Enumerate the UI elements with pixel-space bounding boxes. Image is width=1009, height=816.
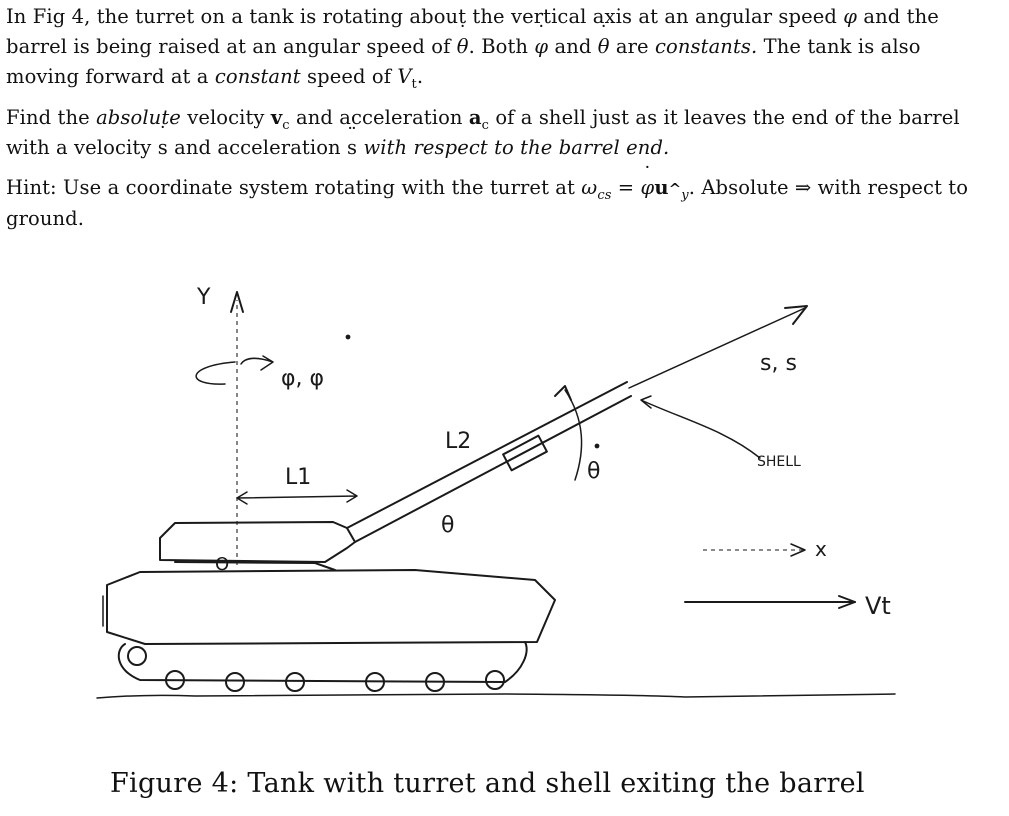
omega-symbol: ω: [581, 176, 598, 199]
problem-paragraph-2: Find the absolute velocity $v_c$ and acceleration $a_c$ of a shell just as it leaves the end of the barrel with a velocity s ˙ and acceleration s ¨ with respect to the barrel end.: [6, 103, 976, 163]
problem-paragraph-1: In Fig 4, the turret on a tank is rotating about the vertical axis at an angular speed φ ˙ and the barrel is being raised at an angular speed of θ ˙. Both φ ˙ and θ ˙ are constants. The tank is also moving forward at a constant speed of $V_t$.: [6, 2, 976, 92]
figure-caption: Figure 4: Tank with turret and shell exiting the barrel: [110, 768, 865, 799]
phi-dot-mark: [346, 335, 351, 340]
ground-line: [97, 694, 895, 698]
road-wheel: [226, 673, 244, 691]
velocity-vector-symbol: v: [270, 106, 283, 129]
acceleration-vector-symbol: a: [468, 106, 482, 129]
problem-paragraph-3: Hint: Use a coordinate system rotating with the turret at $\omega_{cs} = \varphi$ ˙u ^ $_y$. Absolute ⇒ with respect to ground.: [6, 173, 976, 234]
trajectory-line: [629, 308, 805, 388]
shell-pointer: [641, 396, 760, 458]
rotation-arrow: [196, 356, 273, 384]
road-wheel: [286, 673, 304, 691]
theta-dot-symbol: θ ˙: [457, 32, 469, 62]
turret-base: [175, 562, 335, 570]
theta-dot-label: θ: [587, 459, 601, 484]
shell-label: SHELL: [757, 454, 801, 470]
s-ddot-symbol: s ¨: [347, 133, 357, 163]
tank-figure: [85, 270, 915, 710]
phi-dot-symbol: φ ˙: [843, 2, 857, 32]
idler-wheel: [128, 647, 146, 665]
tank-sketch: [85, 270, 915, 710]
s-label: s, s: [760, 351, 797, 376]
l1-dimension-arrow: [237, 490, 357, 504]
x-axis-label: x: [815, 537, 827, 561]
theta-dot-mark: [595, 444, 600, 449]
hull-outline: [107, 570, 555, 644]
s-dot-symbol: s ˙: [158, 133, 168, 163]
barrel-upper: [347, 382, 627, 528]
origin-label: O: [215, 554, 230, 575]
theta-label: θ: [441, 513, 455, 538]
l2-label: L2: [445, 429, 472, 454]
l1-label: L1: [285, 465, 312, 490]
theta-arrow: [555, 386, 571, 400]
phi-label: φ, φ: [281, 366, 325, 391]
unit-vector-symbol: u ^: [654, 176, 681, 199]
theta-arc: [565, 390, 582, 480]
vt-label: Vt: [865, 592, 891, 620]
track-outline: [119, 642, 527, 682]
turret-outline: [160, 522, 355, 562]
road-wheel: [486, 671, 504, 689]
y-axis-label: Y: [197, 285, 211, 310]
